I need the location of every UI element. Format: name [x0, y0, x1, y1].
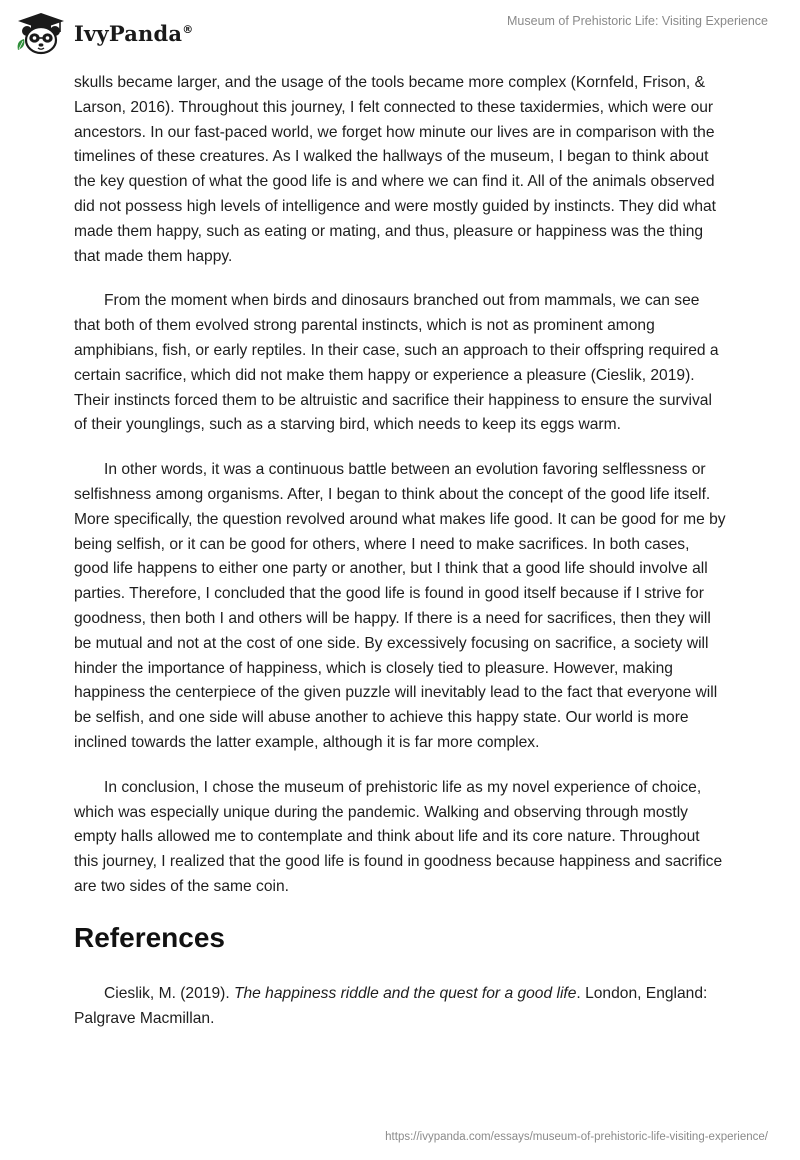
references-heading: References	[74, 921, 225, 953]
brand-logo[interactable]	[14, 10, 193, 56]
panda-graduate-icon	[14, 10, 68, 56]
reference-publisher: . London, England: Palgrave Macmillan.	[74, 984, 708, 1027]
body-paragraph: skulls became larger, and the usage of the tools became more complex (Kornfeld, Frison, & Larson, 2016). Throughout this journey, I felt connected to these taxidermies, which were our ancestors. In our fast-paced world, we forget how minute our lives are in comparison with the timelines of these creatures. As I walked the hallways of the museum, I began to think about the key question of what the good life is and where we can find it. All of the animals observed did not possess high levels of intelligence and were mostly guided by instincts. They did what made them happy, such as eating or mating, and thus, pleasure or happiness was the thing that made them happy.	[74, 74, 717, 265]
source-url[interactable]: https://ivypanda.com/essays/museum-of-prehistoric-life-visiting-experience/	[385, 1131, 768, 1143]
document-title: Museum of Prehistoric Life: Visiting Experience	[507, 14, 768, 28]
body-paragraph: In conclusion, I chose the museum of prehistoric life as my novel experience of choice, which was especially unique during the pandemic. Walking and observing through mostly empty halls allowed me to contemplate and think about life and its core nature. Throughout this journey, I realized that the good life is found in goodness because happiness and sacrifice are two sides of the same coin.	[74, 778, 723, 895]
registered-mark: ®	[182, 22, 194, 36]
brand-name: IvyPanda®	[74, 20, 194, 46]
body-paragraph: From the moment when birds and dinosaurs branched out from mammals, we can see that both of them evolved strong parental instincts, which is not as prominent among amphibians, fish, or early reptiles. In their case, such an approach to their offspring required a certain sacrifice, which did not make them happy or experience a pleasure (Cieslik, 2019). Their instincts forced them to be altruistic and sacrifice their happiness to ensure the survival of their younglings, such as a starving bird, which needs to keep its eggs warm.	[74, 292, 719, 434]
page-header	[0, 0, 800, 70]
reference-author-year: Cieslik, M. (2019).	[104, 984, 234, 1002]
reference-entry	[74, 982, 728, 1032]
reference-title: The happiness riddle and the quest for a good life	[233, 984, 577, 1002]
body-paragraph: In other words, it was a continuous battle between an evolution favoring selflessness or selfishness among organisms. After, I began to think about the concept of the good life itself. More specifically, the question revolved around what makes life good. It can be good for me by being selfish, or it can be good for others, where I need to make sacrifices. In both cases, good life happens to either one party or another, but I think that a good life should involve all parties. Therefore, I concluded that the good life is found in good itself because if I strive for goodness, then both I and others will be happy. If there is a need for sacrifices, then they will be mutual and not at the cost of one side. By excessively focusing on sacrifice, a society will hinder the importance of happiness, which is closely tied to pleasure. However, making happiness the centerpiece of the given puzzle will inevitably lead to the fact that everyone will be selfish, and one side will abuse another to achieve this happy state. Our world is more inclined towards the latter example, although it is far more complex.	[74, 461, 726, 751]
essay-content	[74, 71, 728, 1031]
